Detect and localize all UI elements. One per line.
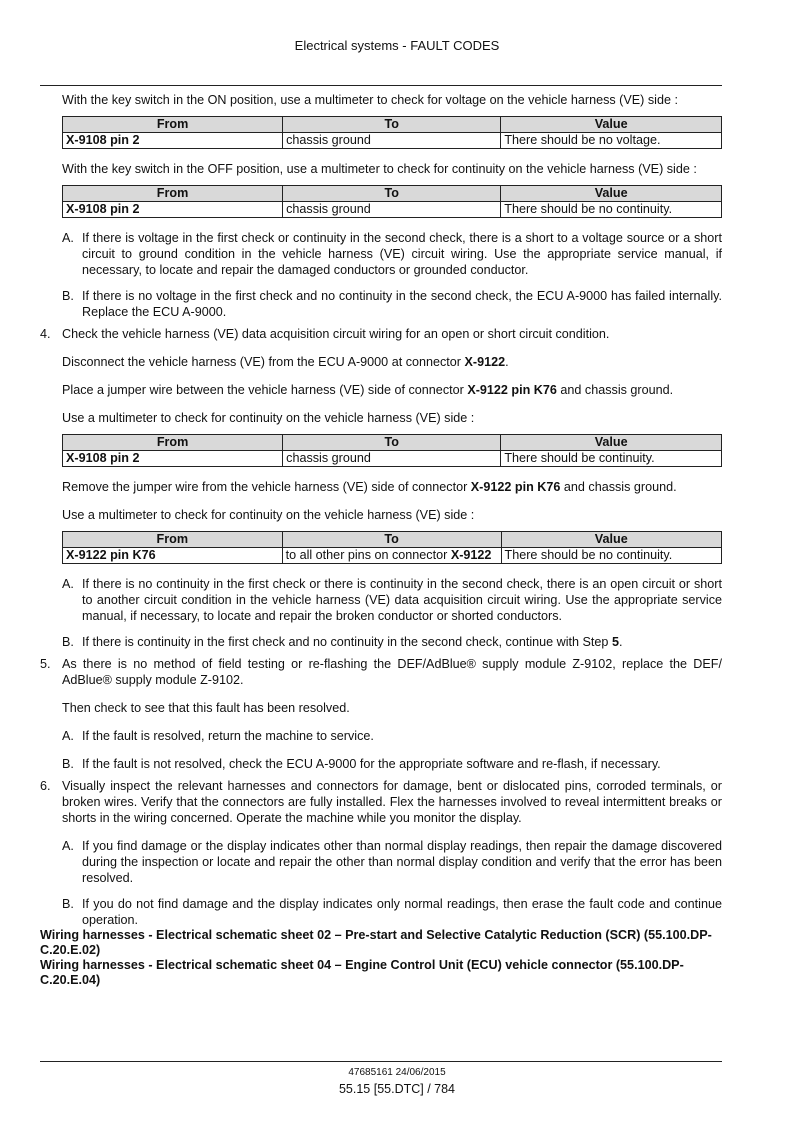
continuity-check-table-3 (62, 531, 722, 564)
step-4: 4. Check the vehicle harness (VE) data acquisition circuit wiring for an open or short circuit condition. (40, 327, 610, 341)
col-value: Value (501, 435, 722, 451)
cell-to: chassis ground (283, 202, 501, 218)
link-schematic-sheet-04[interactable]: Wiring harnesses - Electrical schematic sheet 04 – Engine Control Unit (ECU) vehicle connector (55.100.DP-C.20.E.04) (40, 958, 684, 987)
table-row (63, 451, 722, 467)
col-to: To (283, 117, 501, 133)
footer-page-number: 55.15 [55.DTC] / 784 (338, 1082, 456, 1096)
step6-option-a: A. If you find damage or the display indicates other than normal display readings, then repair the damage discovered during the inspection or locate and repair the other than normal display condition and verify that the error has been resolved. (62, 839, 722, 885)
col-value: Value (501, 186, 722, 202)
table-row (63, 548, 722, 564)
page-content (40, 92, 722, 988)
step5-option-a: A. If the fault is resolved, return the machine to service. (62, 729, 374, 743)
step3-intro-continuity: With the key switch in the OFF position, use a multimeter to check for continuity on the vehicle harness (VE) side : (62, 162, 697, 176)
cell-to: chassis ground (283, 133, 501, 149)
col-value: Value (501, 532, 722, 548)
step4-option-a: A. If there is no continuity in the first check or there is continuity in the second check, there is an open circuit or short to another circuit condition in the vehicle harness (VE) data acquisition circuit wiring. Use the appropriate service manual, if necessary, to locate and repair the broken conductor or shorted conductors. (62, 577, 722, 623)
step3-intro-voltage: With the key switch in the ON position, use a multimeter to check for voltage on the vehicle harness (VE) side : (62, 93, 678, 107)
col-to: To (283, 435, 501, 451)
col-value: Value (501, 117, 722, 133)
step5-option-b: B. If the fault is not resolved, check the ECU A-9000 for the appropriate software and re-flash, if necessary. (62, 757, 661, 771)
step4-multimeter-2: Use a multimeter to check for continuity on the vehicle harness (VE) side : (62, 508, 475, 522)
table-header-row (63, 117, 722, 133)
step3-option-a: A. If there is voltage in the first check or continuity in the second check, there is a short to a voltage source or a short circuit to ground condition in the vehicle harness (VE) circuit wiring. Use the appropriate service manual, if necessary, to locate and repair the damaged conductors or grounded conductor. (62, 231, 722, 277)
table-header-row (63, 532, 722, 548)
col-from: From (63, 435, 283, 451)
link-schematic-sheet-02[interactable]: Wiring harnesses - Electrical schematic sheet 02 – Pre-start and Selective Catalytic Reduction (SCR) (55.100.DP-C.20.E.02) (40, 928, 712, 957)
col-from: From (63, 117, 283, 133)
table-header-row (63, 186, 722, 202)
step3-option-b: B. If there is no voltage in the first check and no continuity in the second check, the ECU A-9000 has failed internally. Replace the ECU A-9000. (62, 289, 722, 319)
step4-remove-jumper: Remove the jumper wire from the vehicle harness (VE) side of connector X-9122 pin K76 and chassis ground. (62, 480, 677, 494)
table-header-row (63, 435, 722, 451)
cell-value: There should be no voltage. (501, 133, 722, 149)
continuity-check-table (62, 185, 722, 218)
table-row (63, 202, 722, 218)
step4-option-b: B. If there is continuity in the first check and no continuity in the second check, continue with Step 5. (62, 635, 623, 649)
cell-to: chassis ground (283, 451, 501, 467)
step5-check-resolved: Then check to see that this fault has been resolved. (62, 701, 350, 715)
cell-value: There should be continuity. (501, 451, 722, 467)
related-links (40, 928, 722, 988)
step6-option-b: B. If you do not find damage and the display indicates only normal readings, then erase the fault code and continue operation. (62, 897, 722, 927)
step-6: 6. Visually inspect the relevant harnesses and connectors for damage, bent or dislocated pins, corroded terminals, or broken wires. Verify that the connectors are fully installed. Flex the harnesses involved to reveal intermittent breaks or shorts in the wiring concerned. Operate the machine while you monitor the display. (40, 779, 722, 825)
cell-value: There should be no continuity. (501, 548, 722, 564)
cell-from: X-9108 pin 2 (63, 133, 283, 149)
table-row (63, 133, 722, 149)
cell-to: to all other pins on connector X-9122 (282, 548, 501, 564)
step-5: 5. As there is no method of field testing or re-flashing the DEF/AdBlue® supply module Z-9102, replace the DEF/ AdBlue® supply module Z-9102. (40, 657, 722, 687)
header-rule (40, 85, 722, 86)
cell-value: There should be no continuity. (501, 202, 722, 218)
footer-doc-id: 47685161 24/06/2015 (348, 1067, 446, 1078)
step4-jumper: Place a jumper wire between the vehicle harness (VE) side of connector X-9122 pin K76 and chassis ground. (62, 383, 674, 397)
footer-rule (40, 1061, 722, 1062)
page-header: Electrical systems - FAULT CODES (294, 38, 500, 53)
step4-multimeter-1: Use a multimeter to check for continuity on the vehicle harness (VE) side : (62, 411, 475, 425)
cell-from: X-9122 pin K76 (63, 548, 283, 564)
col-to: To (282, 532, 501, 548)
col-from: From (63, 186, 283, 202)
continuity-check-table-2 (62, 434, 722, 467)
voltage-check-table (62, 116, 722, 149)
cell-from: X-9108 pin 2 (63, 202, 283, 218)
cell-from: X-9108 pin 2 (63, 451, 283, 467)
col-from: From (63, 532, 283, 548)
step4-disconnect: Disconnect the vehicle harness (VE) from the ECU A-9000 at connector X-9122. (62, 355, 509, 369)
col-to: To (283, 186, 501, 202)
